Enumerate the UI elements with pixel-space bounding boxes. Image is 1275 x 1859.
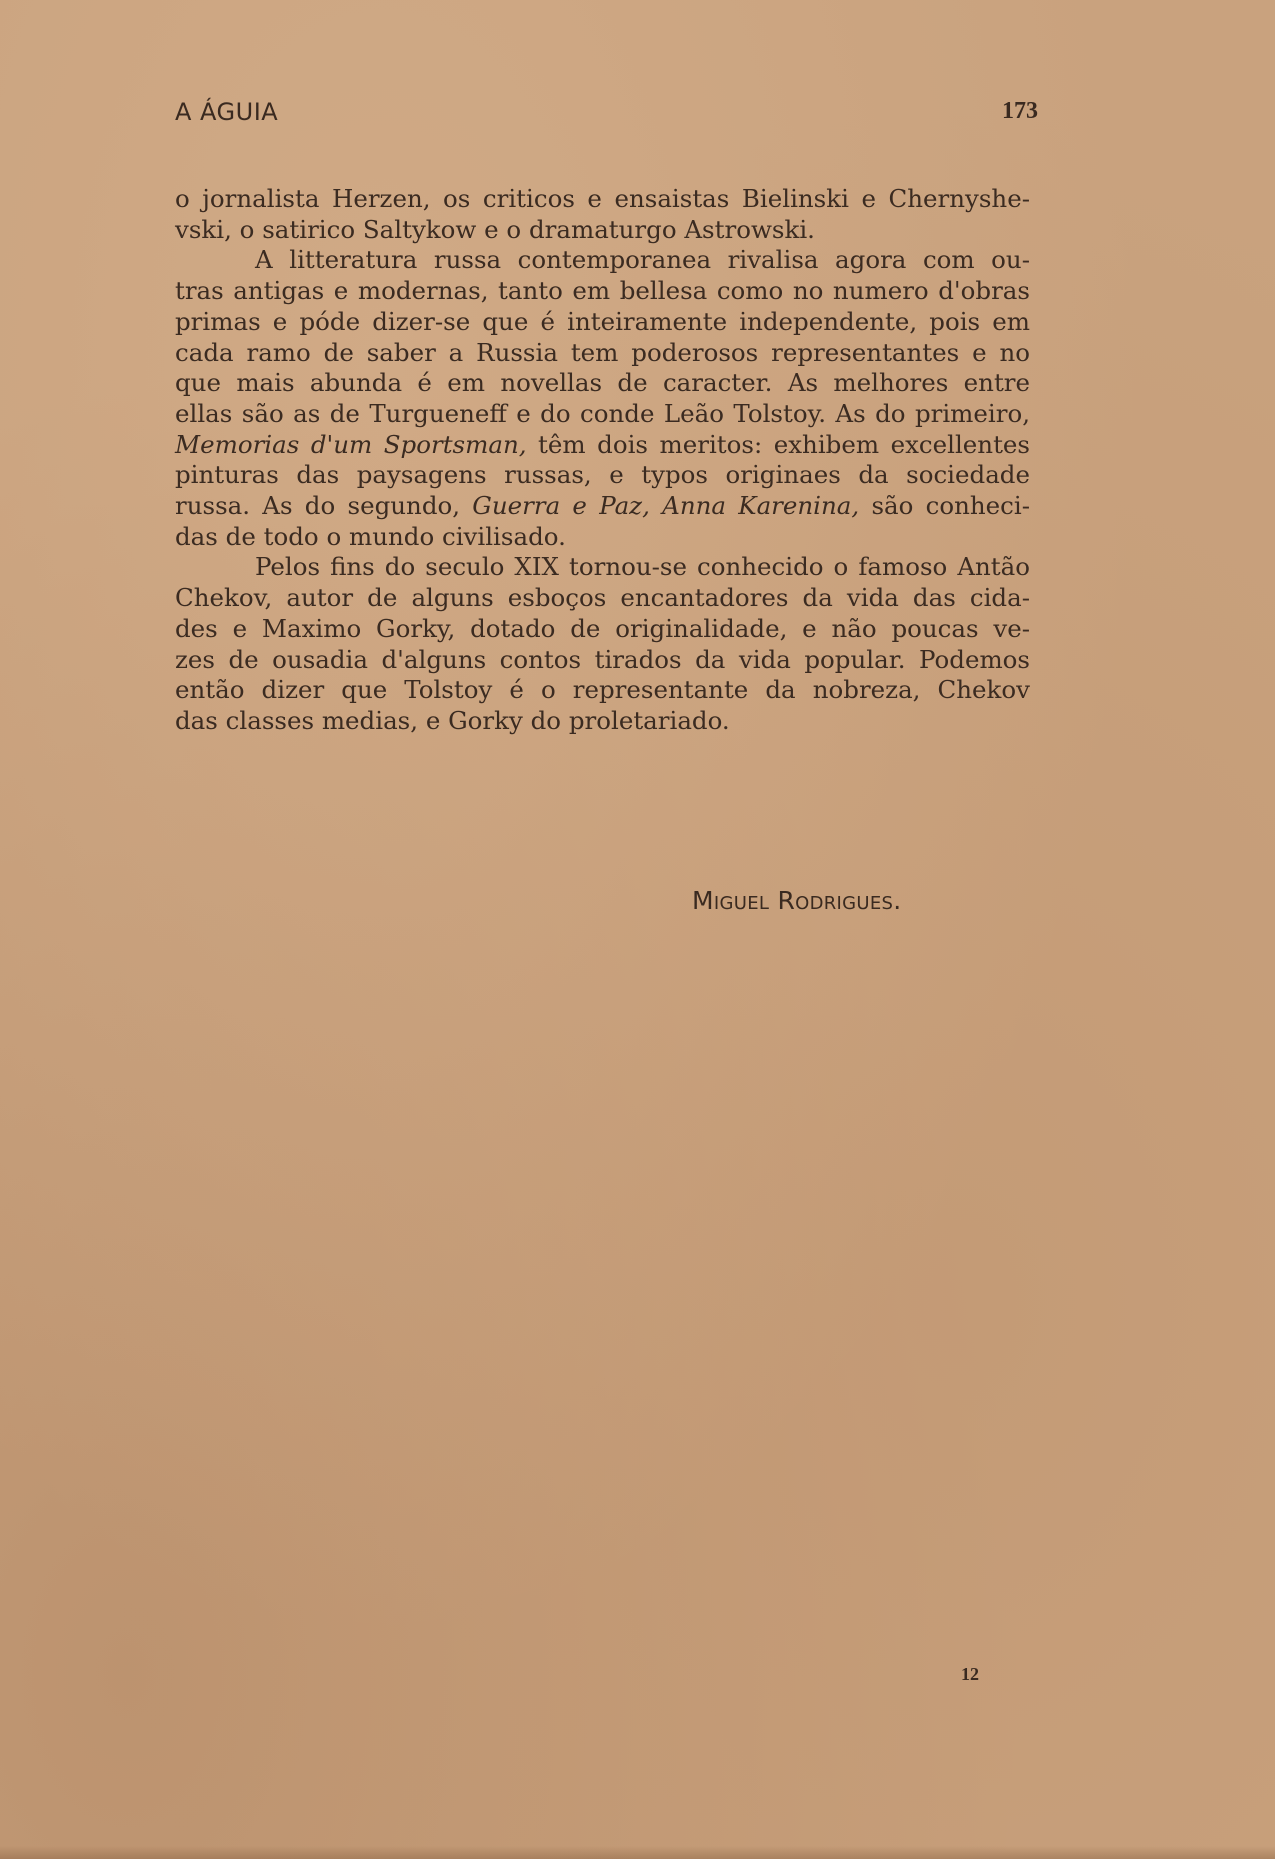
text-line: Pelos fins do seculo XIX tornou-se conhecido o famoso Antão xyxy=(255,552,1030,582)
text-line: cada ramo de saber a Russia tem poderosos representantes e no xyxy=(175,337,1030,367)
text-fragment: são conheci- xyxy=(859,491,1030,521)
text-fragment xyxy=(650,491,662,520)
text-line: vski, o satirico Saltykow e o dramaturgo Astrowski. xyxy=(175,214,815,244)
page-edge-shadow xyxy=(0,1846,1275,1859)
text-line: então dizer que Tolstoy é o representante da nobreza, Chekov xyxy=(175,675,1030,705)
text-line xyxy=(175,430,1030,461)
text-line xyxy=(175,491,1030,522)
book-title: Guerra e Paz, xyxy=(472,491,650,521)
text-line: das de todo o mundo civilisado. xyxy=(175,521,566,551)
text-line: pinturas das paysagens russas, e typos originaes da sociedade xyxy=(175,460,1030,490)
text-line: A litteratura russa contemporanea rivalisa agora com ou- xyxy=(255,245,1030,275)
text-line: zes de ousadia d'alguns contos tirados da vida popular. Podemos xyxy=(175,644,1030,674)
text-line: Chekov, autor de alguns esboços encantadores da vida das cida- xyxy=(175,583,1030,613)
text-line: ellas são as de Turgueneff e do conde Leão Tolstoy. As do primeiro, xyxy=(175,398,1030,428)
text-line: o jornalista Herzen, os criticos e ensaistas Bielinski e Chernyshe- xyxy=(175,184,1030,213)
text-line: tras antigas e modernas, tanto em bellesa como no numero d'obras xyxy=(175,276,1030,306)
text-line: das classes medias, e Gorky do proletariado. xyxy=(175,705,730,735)
sheet-number: 12 xyxy=(961,1664,979,1684)
book-title: Memorias d'um Sportsman, xyxy=(175,429,527,459)
running-head xyxy=(175,98,1038,134)
text-line: des e Maximo Gorky, dotado de originalidade, e não poucas ve- xyxy=(175,613,1030,643)
journal-title: A ÁGUIA xyxy=(175,98,279,126)
paragraph-1 xyxy=(175,184,1030,245)
page-number: 173 xyxy=(1002,98,1038,124)
author-name: Miguel Rodrigues. xyxy=(692,886,902,915)
article-body xyxy=(175,184,1030,737)
paragraph-2 xyxy=(175,245,1030,552)
book-title: Anna Karenina, xyxy=(662,491,860,521)
text-fragment: têm dois meritos: exhibem excellentes xyxy=(526,429,1031,459)
text-line: primas e póde dizer-se que é inteiramente independente, pois em xyxy=(175,306,1030,336)
text-fragment: russa. As do segundo, xyxy=(175,491,473,521)
author-signature xyxy=(692,886,902,915)
paragraph-3 xyxy=(175,552,1030,736)
text-line: que mais abunda é em novellas de caracter. As melhores entre xyxy=(175,368,1030,398)
